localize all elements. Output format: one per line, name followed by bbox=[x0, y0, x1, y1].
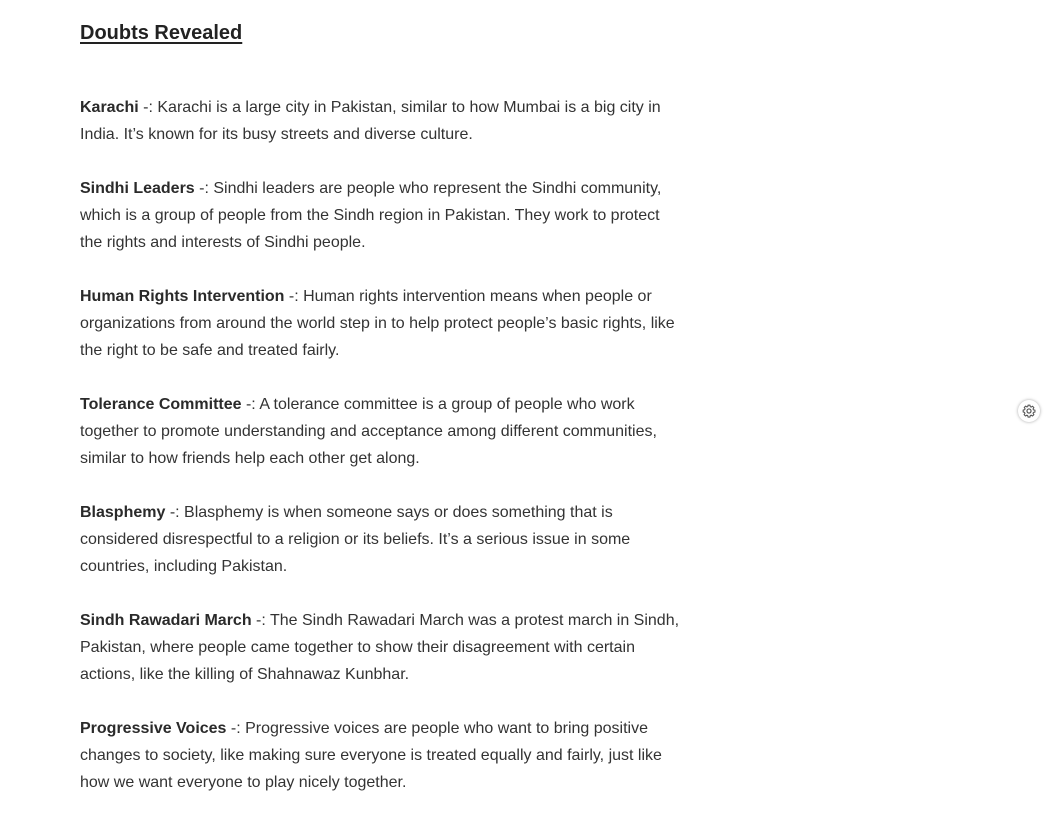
article-content bbox=[80, 18, 680, 816]
term-definition: Karachi is a large city in Pakistan, similar to how Mumbai is a big city in India. It’s known for its busy streets and diverse culture. bbox=[80, 99, 661, 143]
gear-icon bbox=[1022, 404, 1036, 418]
glossary-item bbox=[80, 175, 680, 256]
term-name: Sindhi Leaders bbox=[80, 180, 195, 197]
term-separator: -: bbox=[241, 396, 260, 413]
term-separator: -: bbox=[251, 612, 270, 629]
term-definition: The Sindh Rawadari March was a protest march in Sindh, Pakistan, where people came together to show their disagreement with certain actions, like the killing of Shahnawaz Kunbhar. bbox=[80, 612, 680, 683]
term-name: Karachi bbox=[80, 99, 139, 116]
term-definition: Progressive voices are people who want to bring positive changes to society, like making sure everyone is treated equally and fairly, just like how we want everyone to play nicely together. bbox=[80, 720, 662, 791]
term-separator: -: bbox=[138, 99, 158, 116]
glossary-item bbox=[80, 391, 680, 472]
section-heading: Doubts Revealed bbox=[80, 22, 243, 44]
glossary-item bbox=[80, 607, 680, 688]
glossary-item bbox=[80, 283, 680, 364]
term-name: Progressive Voices bbox=[80, 720, 227, 737]
term-name: Human Rights Intervention bbox=[80, 288, 285, 305]
term-separator: -: bbox=[165, 504, 185, 521]
glossary-item bbox=[80, 499, 680, 580]
glossary-item bbox=[80, 94, 680, 148]
glossary-item bbox=[80, 715, 680, 796]
term-name: Sindh Rawadari March bbox=[80, 612, 252, 629]
term-separator: -: bbox=[284, 288, 304, 305]
term-separator: -: bbox=[194, 180, 214, 197]
term-name: Tolerance Committee bbox=[80, 396, 242, 413]
term-definition: Sindhi leaders are people who represent the Sindhi community, which is a group of people from the Sindh region in Pakistan. They work to protect the rights and interests of Sindhi people. bbox=[80, 180, 662, 251]
term-definition: Blasphemy is when someone says or does something that is considered disrespectful to a religion or its beliefs. It’s a serious issue in some countries, including Pakistan. bbox=[80, 504, 631, 575]
term-definition: A tolerance committee is a group of people who work together to promote understanding and acceptance among different communities, similar to how friends help each other get along. bbox=[80, 396, 657, 467]
term-definition: Human rights intervention means when people or organizations from around the world step in to help protect people’s basic rights, like the right to be safe and treated fairly. bbox=[80, 288, 675, 359]
settings-button[interactable] bbox=[1018, 400, 1040, 422]
term-name: Blasphemy bbox=[80, 504, 166, 521]
term-separator: -: bbox=[226, 720, 246, 737]
glossary-list bbox=[80, 94, 680, 796]
